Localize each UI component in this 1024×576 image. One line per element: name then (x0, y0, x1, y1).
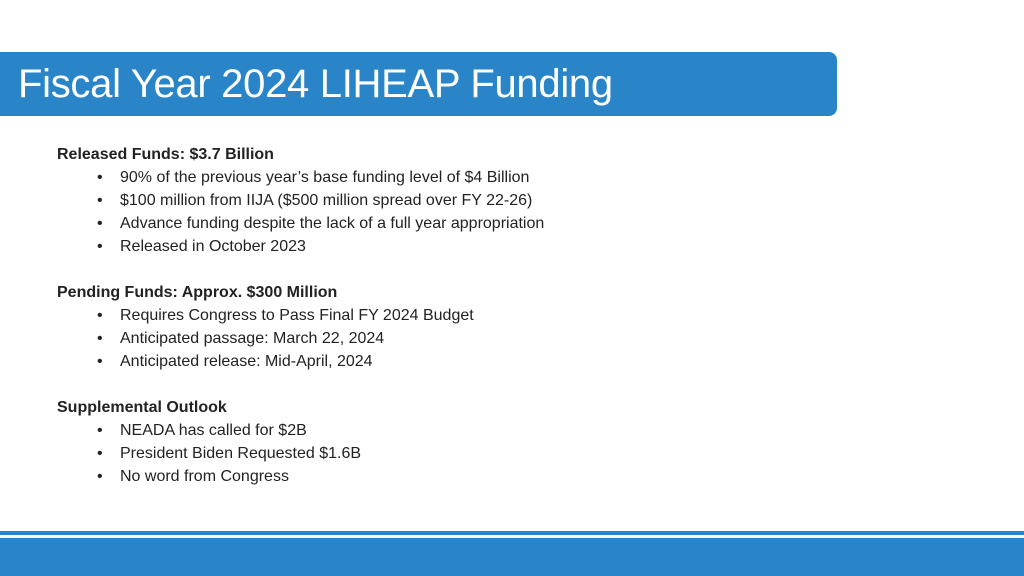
list-item (57, 327, 957, 350)
slide-content (57, 143, 957, 511)
bullet-text: Anticipated passage: March 22, 2024 (120, 330, 385, 347)
list-item (57, 442, 957, 465)
bullet-icon: • (97, 192, 103, 209)
bullet-icon: • (97, 353, 103, 370)
bullet-icon: • (97, 330, 103, 347)
section-heading: Pending Funds: Approx. $300 Million (57, 284, 338, 301)
bullet-text: $100 million from IIJA ($500 million spread over FY 22-26) (120, 192, 533, 209)
footer-bar (0, 538, 1024, 576)
bullet-text: Released in October 2023 (120, 238, 306, 255)
bullet-text: No word from Congress (120, 468, 289, 485)
bullet-icon: • (97, 215, 103, 232)
bullet-list (57, 166, 957, 258)
bullet-text: 90% of the previous year’s base funding level of $4 Billion (120, 169, 530, 186)
bullet-icon: • (97, 445, 103, 462)
section-released-funds (57, 143, 957, 258)
list-item (57, 419, 957, 442)
section-heading: Released Funds: $3.7 Billion (57, 146, 274, 163)
bullet-list (57, 304, 957, 373)
list-item (57, 166, 957, 189)
list-item (57, 350, 957, 373)
footer-accent-line (0, 531, 1024, 535)
bullet-icon: • (97, 307, 103, 324)
bullet-text: Requires Congress to Pass Final FY 2024 Budget (120, 307, 474, 324)
bullet-icon: • (97, 169, 103, 186)
list-item (57, 304, 957, 327)
bullet-icon: • (97, 238, 103, 255)
list-item (57, 465, 957, 488)
bullet-text: Anticipated release: Mid-April, 2024 (120, 353, 373, 370)
list-item (57, 189, 957, 212)
list-item (57, 212, 957, 235)
bullet-text: President Biden Requested $1.6B (120, 445, 362, 462)
section-supplemental-outlook (57, 396, 957, 488)
bullet-list (57, 419, 957, 488)
list-item (57, 235, 957, 258)
bullet-text: NEADA has called for $2B (120, 422, 307, 439)
bullet-text: Advance funding despite the lack of a full year appropriation (120, 215, 545, 232)
title-bar (0, 52, 837, 116)
slide-title: Fiscal Year 2024 LIHEAP Funding (18, 62, 613, 106)
bullet-icon: • (97, 468, 103, 485)
section-pending-funds (57, 281, 957, 373)
bullet-icon: • (97, 422, 103, 439)
section-heading: Supplemental Outlook (57, 399, 227, 416)
